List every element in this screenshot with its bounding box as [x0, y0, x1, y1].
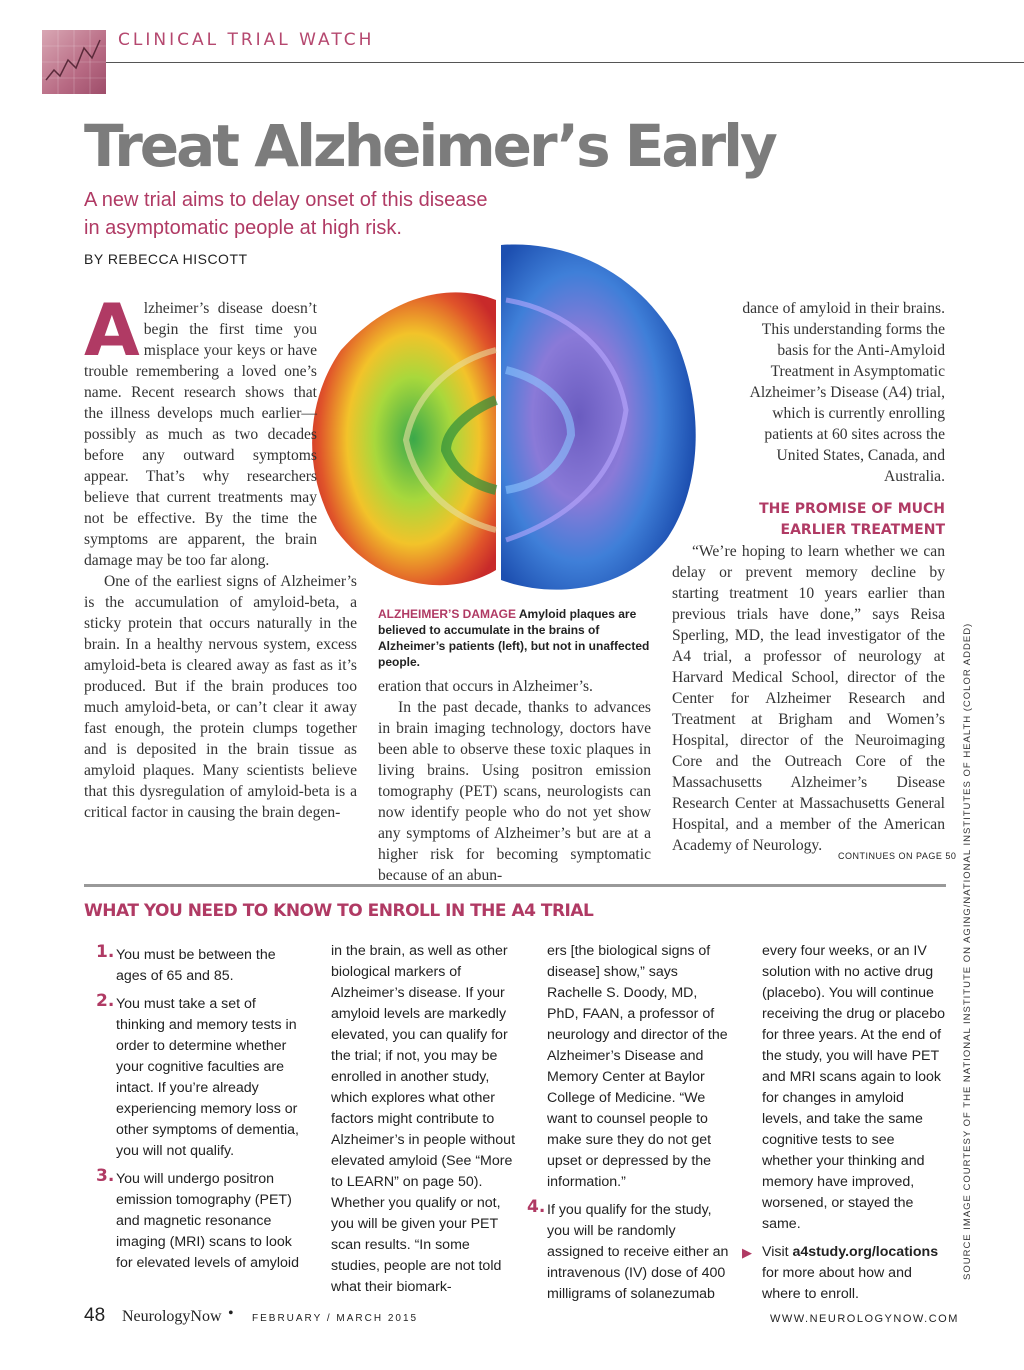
issue-date: FEBRUARY / MARCH 2015	[252, 1313, 419, 1324]
box-column-4	[742, 941, 947, 1305]
box-column-3	[527, 941, 732, 1305]
list-text: You will undergo positron emission tomography (PET) and magnetic resonance imaging (MRI) scans to look for elevated levels of amyloid	[116, 1171, 299, 1271]
brain-scan-image	[296, 240, 706, 600]
list-item	[96, 991, 301, 1162]
article-title: Treat Alzheimer’s Early	[84, 112, 775, 180]
chart-thumbnail-graphic	[42, 30, 106, 94]
header-divider	[106, 62, 1024, 63]
box-text: in the brain, as well as other biological markers of Alzheimer’s disease. If your amyloid levels are markedly elevated, you can qualify for the trial; if not, you may be enrolled in another study, which explores what other factors might contribute to Alzheimer’s in people without elevated amyloid (See “More to LEARN” on page 50). Whether you qualify or not, you will be given your PET scan results. “In some studies, people are not told what their biomark-	[331, 943, 516, 1295]
box-text: ers [the biological signs of disease] show,” says Rachelle S. Doody, MD, PhD, FAAN, a professor of neurology and director of the Alzheimer’s Disease and Memory Center at Baylor College of Medicine. “We want to counsel people to make sure they do not get upset or depressed by the information.”	[547, 943, 728, 1190]
magazine-name: NeurologyNow	[122, 1308, 222, 1325]
box-divider	[84, 884, 946, 887]
body-paragraph: lzheimer’s disease doesn’t begin the first time you misplace your keys or have trouble remembering a loved one’s name. Recent research shows that the illness develops much earlier—possibly as much as two decades before any outward symptoms appear. That’s why researchers believe that current treatments may not be effective. By the time the symptoms are apparent, the brain damage may be too far along.	[84, 300, 317, 569]
body-paragraph: One of the earliest signs of Alzheimer’s is the accumulation of amyloid-beta, a sticky protein that occurs naturally in the brain. In a healthy nervous system, excess amyloid-beta is cleared away as fast as it’s produced. But if the brain produces too much amyloid-beta, or can’t clear it away fast enough, the protein clumps together and is deposited in the brain tissue as amyloid plaques. Many scientists believe that this dysregulation of amyloid-beta is a critical factor in causing the brain degen-	[84, 573, 357, 821]
body-column-2	[378, 676, 651, 886]
list-number: 4.	[527, 1197, 546, 1217]
body-paragraph: This understanding forms the basis for the Anti-Amyloid Treatment in Asymptomatic Alzheimer’s Disease (A4) trial, which is currently enrolling patients at 60 sites across the United States, Canada, and Australia.	[749, 321, 945, 485]
list-item	[96, 1166, 301, 1274]
section-subheading: THE PROMISE OF MUCH EARLIER TREATMENT	[759, 501, 945, 538]
list-number: 1.	[96, 942, 115, 962]
caption-heading: ALZHEIMER’S DAMAGE	[378, 607, 516, 621]
website-url[interactable]: WWW.NEUROLOGYNOW.COM	[770, 1313, 959, 1325]
box-text: every four weeks, or an IV solution with no active drug (placebo). You will continue receiving the drug or placebo for three years. At the end of the study, you will have PET and MRI scans again to look for changes in amyloid levels, and take the same cognitive tests to see whether your thinking and memory have improved, worsened, or stayed the same.	[762, 943, 945, 1232]
visit-text	[762, 1242, 947, 1305]
body-paragraph: eration that occurs in Alzheimer’s.	[378, 678, 593, 695]
list-number: 3.	[96, 1166, 115, 1186]
box-title: WHAT YOU NEED TO KNOW TO ENROLL IN THE A4 TRIAL	[84, 901, 594, 921]
list-text: You must take a set of thinking and memory tests in order to determine whether your cognitive faculties are intact. If you’re already experiencing memory loss or other symptoms of dementia, you will not qualify.	[116, 996, 299, 1159]
visit-note	[742, 1242, 947, 1305]
body-paragraph: In the past decade, thanks to advances in brain imaging technology, doctors have been able to observe these toxic plaques in living brains. Using positron emission tomography (PET) scans, neurologists can now identify people who do not yet show any symptoms of Alzheimer’s but are at a higher risk for becoming symptomatic because of an abun-	[378, 699, 651, 884]
visit-prefix: Visit	[762, 1244, 793, 1260]
box-column-1	[96, 942, 301, 1274]
body-column-1	[84, 288, 357, 823]
list-text: If you qualify for the study, you will be randomly assigned to receive either an intravenous (IV) dose of 400 milligrams of solanezumab	[547, 1202, 729, 1302]
body-paragraph: “We’re hoping to learn whether we can delay or prevent memory decline by starting treatment 10 years earlier than previous trials have done,” says Reisa Sperling, MD, the lead investigator of the A4 trial, a professor of neurology at Harvard Medical School, director of the Center for Alzheimer Research and Treatment at Brigham and Women’s Hospital, director of the Neuroimaging Core and the Outreach Core of the Massachusetts Alzheimer’s Disease Research Center at Massachusetts General Hospital, and a member of the American Academy of Neurology.	[672, 543, 945, 854]
visit-suffix: for more about how and where to enroll.	[762, 1265, 912, 1302]
image-caption	[378, 606, 663, 670]
page-number: 48	[84, 1305, 106, 1326]
arrow-right-icon: ▶	[742, 1245, 752, 1260]
image-credit: SOURCE IMAGE COURTESY OF THE NATIONAL INSTITUTE ON AGING/NATIONAL INSTITUTES OF HEALTH (COLOR ADDED)	[962, 622, 973, 1280]
body-paragraph: dance of amyloid in their brains.	[742, 300, 945, 317]
article-subtitle: A new trial aims to delay onset of this disease in asymptomatic people at high risk.	[84, 189, 488, 239]
body-column-3	[672, 298, 945, 856]
right-hemisphere-scan	[501, 244, 696, 589]
continues-note: CONTINUES ON PAGE 50	[838, 851, 957, 861]
section-label: CLINICAL TRIAL WATCH	[118, 30, 375, 50]
footer-separator: •	[228, 1305, 234, 1322]
list-item	[527, 1197, 732, 1305]
byline: BY REBECCA HISCOTT	[84, 251, 248, 267]
list-text: You must be between the ages of 65 and 85.	[116, 947, 276, 984]
drop-cap: A	[84, 288, 140, 372]
caption-text: Amyloid plaques are believed to accumulate in the brains of Alzheimer’s patients (left), but not in unaffected people.	[378, 607, 650, 669]
box-column-2	[331, 941, 521, 1298]
list-number: 2.	[96, 991, 115, 1011]
visit-link[interactable]: a4study.org/locations	[792, 1244, 939, 1260]
section-thumbnail-image	[42, 30, 106, 94]
list-item	[96, 942, 301, 987]
